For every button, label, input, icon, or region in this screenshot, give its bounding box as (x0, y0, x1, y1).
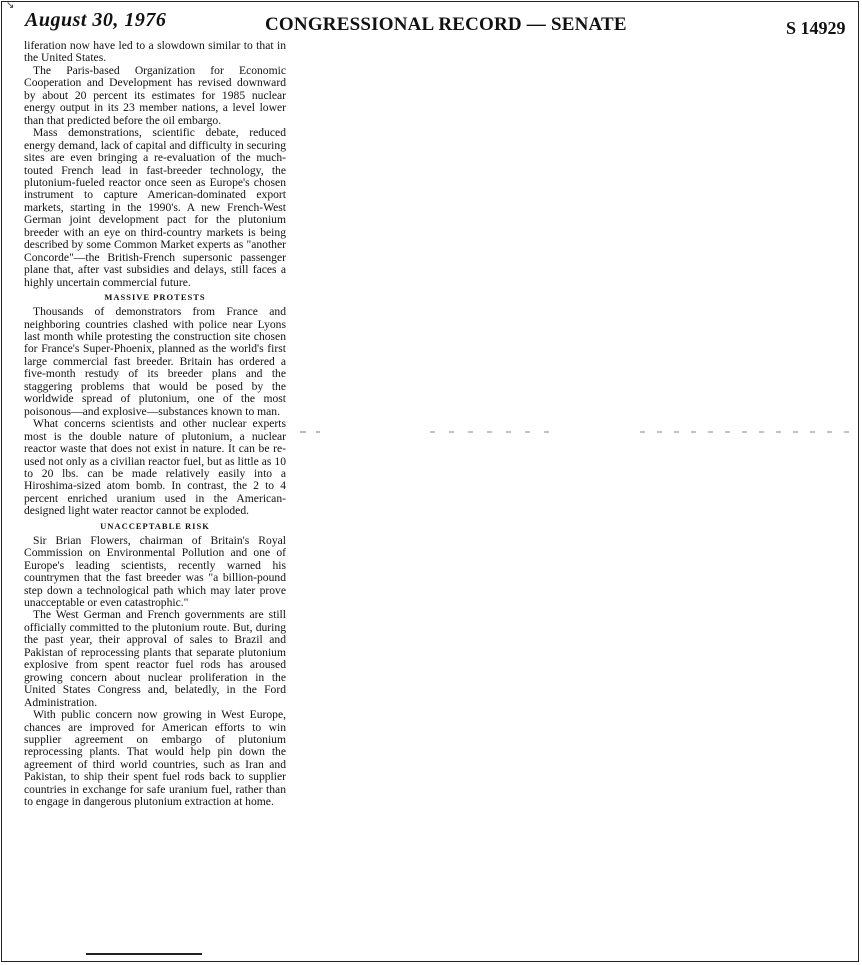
header-title: CONGRESSIONAL RECORD — SENATE (265, 14, 627, 35)
paragraph-2: The Paris-based Organization for Economic Cooperation and Development has revised downward by about 20 percent its estimates for 1985 nuclear energy output in its 23 member nations, a level lower than that predicted before the oil embargo. (24, 63, 286, 127)
section-heading-massive-protests: MASSIVE PROTESTS (104, 292, 206, 303)
article-column (24, 40, 286, 809)
header-page-number: S 14929 (786, 18, 846, 38)
section-heading-unacceptable-risk: UNACCEPTABLE RISK (100, 520, 210, 531)
paragraph-7: The West German and French governments are still officially committed to the plutonium route. But, during the past year, their approval of sales to Brazil and Pakistan of reprocessing plants that separate plutonium explosive from spent reactor fuel rods has aroused growing concern about nuclear proliferation in the United States Congress and, belatedly, in the Ford Administration. (24, 608, 286, 709)
article-end-rule (86, 953, 202, 955)
paragraph-8: With public concern now growing in West Europe, chances are improved for American efforts to win supplier agreement on embargo of plutonium reprocessing plants. That would help pin down the agreement of third world countries, such as Iran and Pakistan, to ship their spent fuel rods back to supplier countries in exchange for safe uranium fuel, rather than to engage in dangerous plutonium extraction at home. (24, 708, 286, 809)
paragraph-4: Thousands of demonstrators from France and neighboring countries clashed with police near Lyons last month while protesting the construction site chosen for France's Super-Phoenix, planned as the world's first large commercial fast breeder. Britain has ordered a five-month restudy of its breeder plans and the staggering problems that would be posed by the worldwide spread of plutonium, one of the most poisonous—and explosive—substances known to man. (24, 305, 286, 418)
scan-artifact-dashes (300, 428, 860, 436)
scan-mark-icon: ↘ (6, 0, 15, 11)
paragraph-3: Mass demonstrations, scientific debate, reduced energy demand, lack of capital and difficulty in securing sites are even bringing a re-evaluation of the much-touted French lead in fast-breeder technology, the plutonium-fueled reactor once seen as Europe's chosen instrument to capture American-dominated export markets, starting in the 1990's. A new French-West German joint development pact for the plutonium breeder with an eye on third-country markets is being described by some Common Market experts as "another Concorde"—the British-French supersonic passenger plane that, after vast subsidies and delays, still faces a highly uncertain commercial future. (24, 126, 286, 289)
header-date: August 30, 1976 (25, 9, 167, 31)
paragraph-5: What concerns scientists and other nuclear experts most is the double nature of plutonium, a nuclear reactor waste that does not exist in nature. It can be re-used not only as a civilian reactor fuel, but as little as 10 to 20 lbs. can be made relatively easily into a Hiroshima-sized atom bomb. In contrast, the 2 to 4 percent enriched uranium used in the American-designed light water reactor cannot be exploded. (24, 417, 286, 518)
paragraph-1: liferation now have led to a slowdown similar to that in the United States. (24, 39, 286, 65)
paragraph-6: Sir Brian Flowers, chairman of Britain's Royal Commission on Environmental Pollution and one of Europe's leading scientists, recently warned his countrymen that the fast breeder was "a billion-pound step down a technological path which may later prove unacceptable or even catastrophic." (24, 533, 286, 610)
